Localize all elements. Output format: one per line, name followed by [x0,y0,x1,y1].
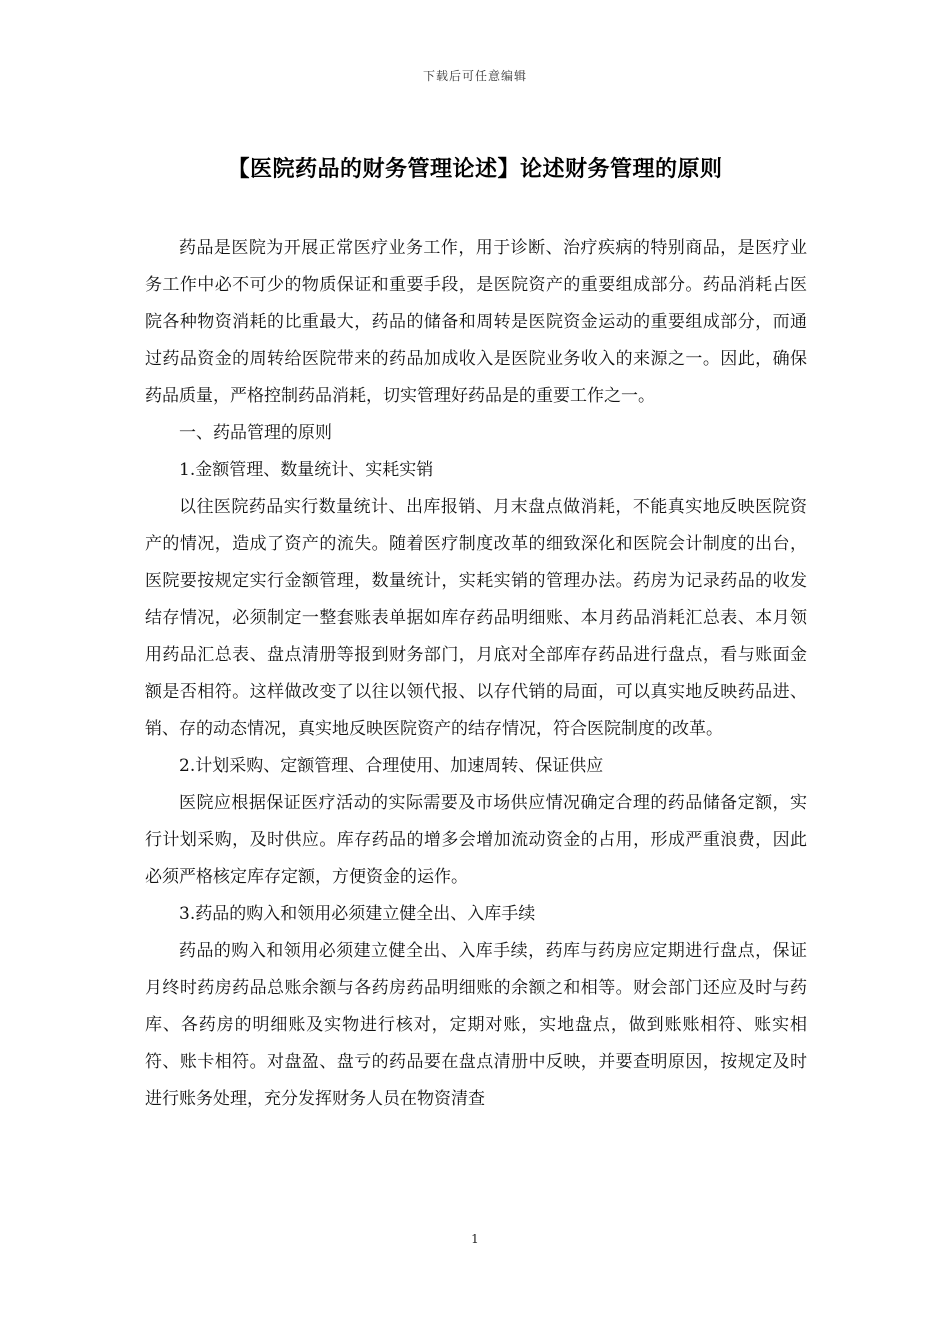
subsection-heading: 2.计划采购、定额管理、合理使用、加速周转、保证供应 [179,756,604,776]
document-title: 【医院药品的财务管理论述】论述财务管理的原则 [227,157,723,182]
paragraph: 以往医院药品实行数量统计、出库报销、月末盘点做消耗，不能真实地反映医院资产的情况，造成了资产的流失。随着医疗制度改革的细致深化和医院会计制度的出台，医院要按规定实行金额管理，数量统计，实耗实销的管理办法。药房为记录药品的收发结存情况，必须制定一整套账表单据如库存药品明细账、本月药品消耗汇总表、本月领用药品汇总表、盘点清册等报到财务部门，月底对全部库存药品进行盘点，看与账面金额是否相符。这样做改变了以往以领代报、以存代销的局面，可以真实地反映药品进、销、存的动态情况，真实地反映医院资产的结存情况，符合医院制度的改革。 [145,497,807,739]
header-note: 下载后可任意编辑 [422,69,527,83]
subsection-heading: 3.药品的购入和领用必须建立健全出、入库手续 [179,904,536,924]
page-number: 1 [471,1232,479,1246]
paragraph: 医院应根据保证医疗活动的实际需要及市场供应情况确定合理的药品储备定额，实行计划采购，及时供应。库存药品的增多会增加流动资金的占用，形成严重浪费，因此必须严格核定库存定额，方便资金的运作。 [145,793,807,887]
paragraph-intro: 药品是医院为开展正常医疗业务工作，用于诊断、治疗疾病的特别商品，是医疗业务工作中必不可少的物质保证和重要手段，是医院资产的重要组成部分。药品消耗占医院各种物资消耗的比重最大，药品的储备和周转是医院资金运动的重要组成部分，而通过药品资金的周转给医院带来的药品加成收入是医院业务收入的来源之一。因此，确保药品质量，严格控制药品消耗，切实管理好药品是的重要工作之一。 [145,238,807,406]
section-heading: 一、药品管理的原则 [179,423,332,443]
paragraph: 药品的购入和领用必须建立健全出、入库手续，药库与药房应定期进行盘点，保证月终时药房药品总账余额与各药房药品明细账的余额之和相等。财会部门还应及时与药库、各药房的明细账及实物进行核对，定期对账，实地盘点，做到账账相符、账实相符、账卡相符。对盘盈、盘亏的药品要在盘点清册中反映，并要查明原因，按规定及时进行账务处理，充分发挥财务人员在物资清查 [145,941,807,1109]
subsection-heading: 1.金额管理、数量统计、实耗实销 [179,460,434,480]
document-body [145,230,807,1118]
